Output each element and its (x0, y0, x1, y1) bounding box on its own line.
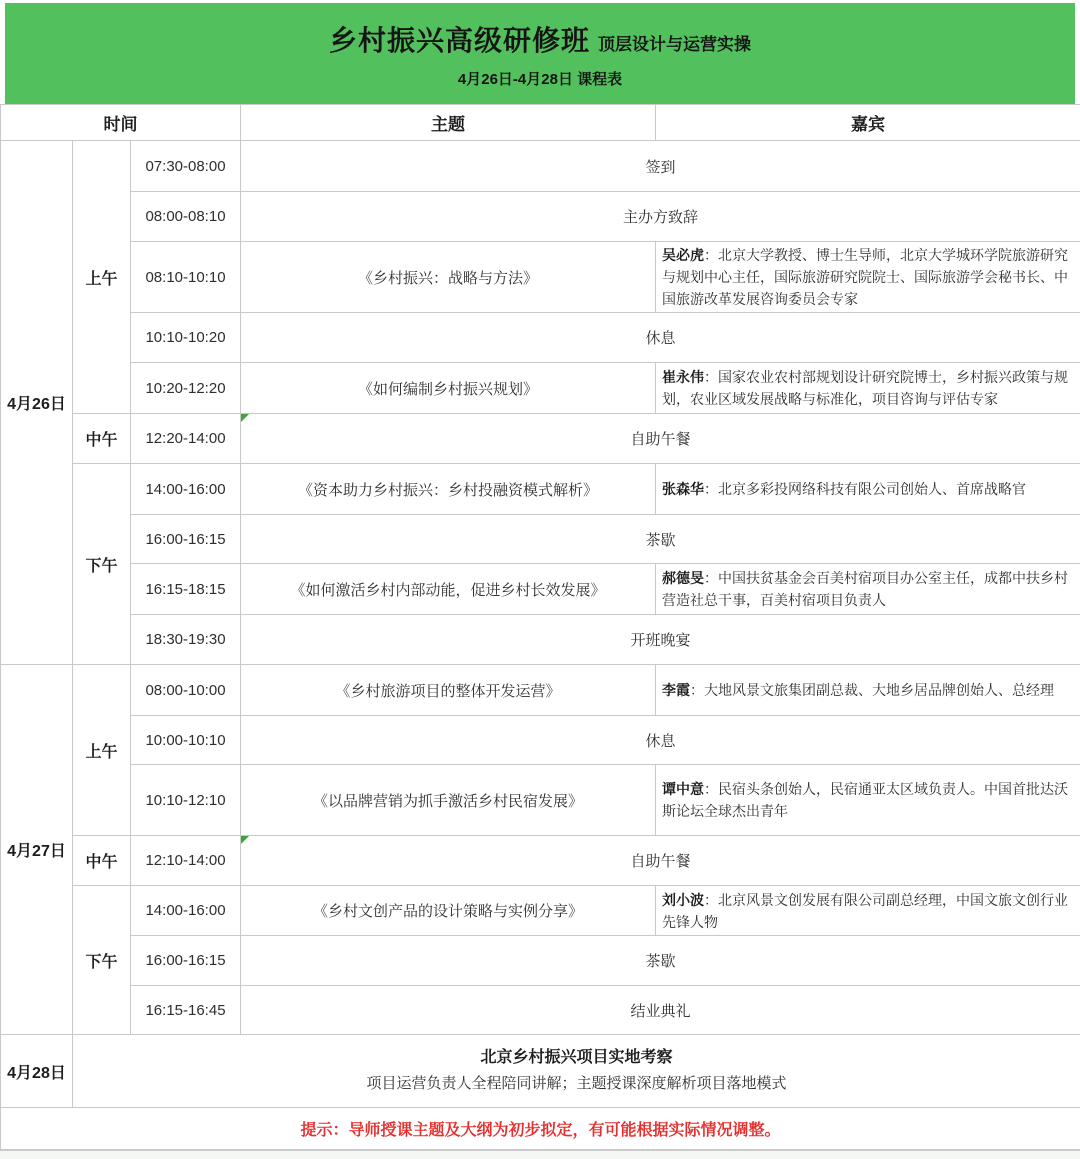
activity-label: 自助午餐 (631, 431, 691, 448)
course-title: 乡村振兴高级研修班 (329, 19, 590, 59)
activity-cell: 休息 (241, 716, 1080, 765)
time-cell: 16:15-16:45 (131, 986, 241, 1035)
table-row (1, 986, 1080, 1035)
topic-cell: 《如何激活乡村内部动能，促进乡村长效发展》 (241, 564, 656, 615)
time-cell: 14:00-16:00 (131, 464, 241, 515)
guest-cell (656, 464, 1080, 515)
guest-cell (656, 564, 1080, 615)
guest-description: ：北京多彩投网络科技有限公司创始人、首席战略官 (704, 481, 1026, 497)
activity-cell: 休息 (241, 313, 1080, 363)
topic-cell: 《以品牌营销为抓手激活乡村民宿发展》 (241, 765, 656, 836)
date-cell: 4月27日 (1, 665, 73, 1035)
table-row (1, 313, 1080, 363)
column-header-guest: 嘉宾 (656, 105, 1080, 141)
guest-name: 李霞 (662, 682, 690, 698)
activity-cell (241, 414, 1080, 464)
table-row (1, 414, 1080, 464)
guest-cell (656, 665, 1080, 716)
topic-cell: 《乡村振兴：战略与方法》 (241, 242, 656, 313)
schedule-table (0, 104, 1080, 1150)
course-date-range: 4月26日-4月28日 课程表 (458, 68, 622, 89)
time-cell: 07:30-08:00 (131, 141, 241, 192)
topic-cell: 《乡村旅游项目的整体开发运营》 (241, 665, 656, 716)
guest-description: ：国家农业农村部规划设计研究院博士，乡村振兴政策与规划，农业区域发展战略与标准化，项目咨询与评估专家 (662, 369, 1068, 407)
period-cell: 上午 (73, 141, 131, 414)
column-header-topic: 主题 (241, 105, 656, 141)
guest-name: 谭中意 (662, 781, 704, 797)
date-cell: 4月28日 (1, 1035, 73, 1108)
table-row (1, 665, 1080, 716)
table-row (1, 363, 1080, 414)
table-row (1, 564, 1080, 615)
activity-cell (241, 836, 1080, 886)
time-cell: 18:30-19:30 (131, 615, 241, 665)
time-cell: 16:00-16:15 (131, 936, 241, 986)
guest-cell (656, 363, 1080, 414)
date-cell: 4月26日 (1, 141, 73, 665)
table-row (1, 836, 1080, 886)
guest-name: 崔永伟 (662, 369, 704, 385)
guest-name: 吴必虎 (662, 247, 704, 263)
field-visit-title: 北京乡村振兴项目实地考察 (79, 1045, 1074, 1071)
time-cell: 14:00-16:00 (131, 886, 241, 936)
time-cell: 08:00-08:10 (131, 192, 241, 242)
guest-description: ：北京大学教授、博士生导师，北京大学城环学院旅游研究与规划中心主任，国际旅游研究院院士、国际旅游学会秘书长、中国旅游改革发展咨询委员会专家 (662, 247, 1068, 307)
time-cell: 16:15-18:15 (131, 564, 241, 615)
table-header-row (1, 105, 1080, 141)
guest-name: 刘小波 (662, 892, 704, 908)
guest-cell (656, 886, 1080, 936)
note-row (1, 1108, 1080, 1150)
disclaimer-note: 提示：导师授课主题及大纲为初步拟定，有可能根据实际情况调整。 (1, 1108, 1080, 1150)
topic-cell: 《资本助力乡村振兴：乡村投融资模式解析》 (241, 464, 656, 515)
activity-cell: 主办方致辞 (241, 192, 1080, 242)
table-row (1, 192, 1080, 242)
topic-cell: 《如何编制乡村振兴规划》 (241, 363, 656, 414)
time-cell: 12:10-14:00 (131, 836, 241, 886)
table-row (1, 141, 1080, 192)
time-cell: 10:10-12:10 (131, 765, 241, 836)
activity-cell: 结业典礼 (241, 986, 1080, 1035)
guest-cell (656, 242, 1080, 313)
topic-cell: 《乡村文创产品的设计策略与实例分享》 (241, 886, 656, 936)
table-row (1, 515, 1080, 564)
period-cell: 中午 (73, 414, 131, 464)
field-visit-subtitle: 项目运营负责人全程陪同讲解；主题授课深度解析项目落地模式 (79, 1071, 1074, 1097)
guest-description: ：北京风景文创发展有限公司副总经理，中国文旅文创行业先锋人物 (662, 892, 1068, 930)
guest-name: 郝德旻 (662, 570, 704, 586)
guest-description: ：大地风景文旅集团副总裁、大地乡居品牌创始人、总经理 (690, 682, 1054, 698)
time-cell: 16:00-16:15 (131, 515, 241, 564)
table-row (1, 1035, 1080, 1108)
guest-description: ：民宿头条创始人，民宿通亚太区域负责人。中国首批达沃斯论坛全球杰出青年 (662, 781, 1068, 819)
column-header-time: 时间 (1, 105, 241, 141)
table-row (1, 716, 1080, 765)
time-cell: 12:20-14:00 (131, 414, 241, 464)
time-cell: 10:00-10:10 (131, 716, 241, 765)
activity-label: 自助午餐 (631, 853, 691, 870)
period-cell: 下午 (73, 886, 131, 1035)
activity-cell: 开班晚宴 (241, 615, 1080, 665)
period-cell: 中午 (73, 836, 131, 886)
field-visit-cell (73, 1035, 1080, 1108)
time-cell: 10:20-12:20 (131, 363, 241, 414)
activity-cell: 茶歇 (241, 515, 1080, 564)
time-cell: 10:10-10:20 (131, 313, 241, 363)
guest-name: 张森华 (662, 481, 704, 497)
table-row (1, 936, 1080, 986)
bottom-strip (0, 1150, 1080, 1159)
activity-cell: 签到 (241, 141, 1080, 192)
activity-cell: 茶歇 (241, 936, 1080, 986)
guest-cell (656, 765, 1080, 836)
banner-title-line (329, 19, 751, 59)
cell-comment-marker-icon (241, 414, 249, 422)
table-row (1, 765, 1080, 836)
table-row (1, 242, 1080, 313)
time-cell: 08:10-10:10 (131, 242, 241, 313)
table-row (1, 886, 1080, 936)
time-cell: 08:00-10:00 (131, 665, 241, 716)
period-cell: 上午 (73, 665, 131, 836)
table-row (1, 464, 1080, 515)
page-banner (5, 3, 1075, 104)
guest-description: ：中国扶贫基金会百美村宿项目办公室主任，成都中扶乡村营造社总干事，百美村宿项目负责人 (662, 570, 1068, 608)
period-cell: 下午 (73, 464, 131, 665)
cell-comment-marker-icon (241, 836, 249, 844)
table-row (1, 615, 1080, 665)
course-subtitle: 顶层设计与运营实操 (598, 30, 751, 55)
